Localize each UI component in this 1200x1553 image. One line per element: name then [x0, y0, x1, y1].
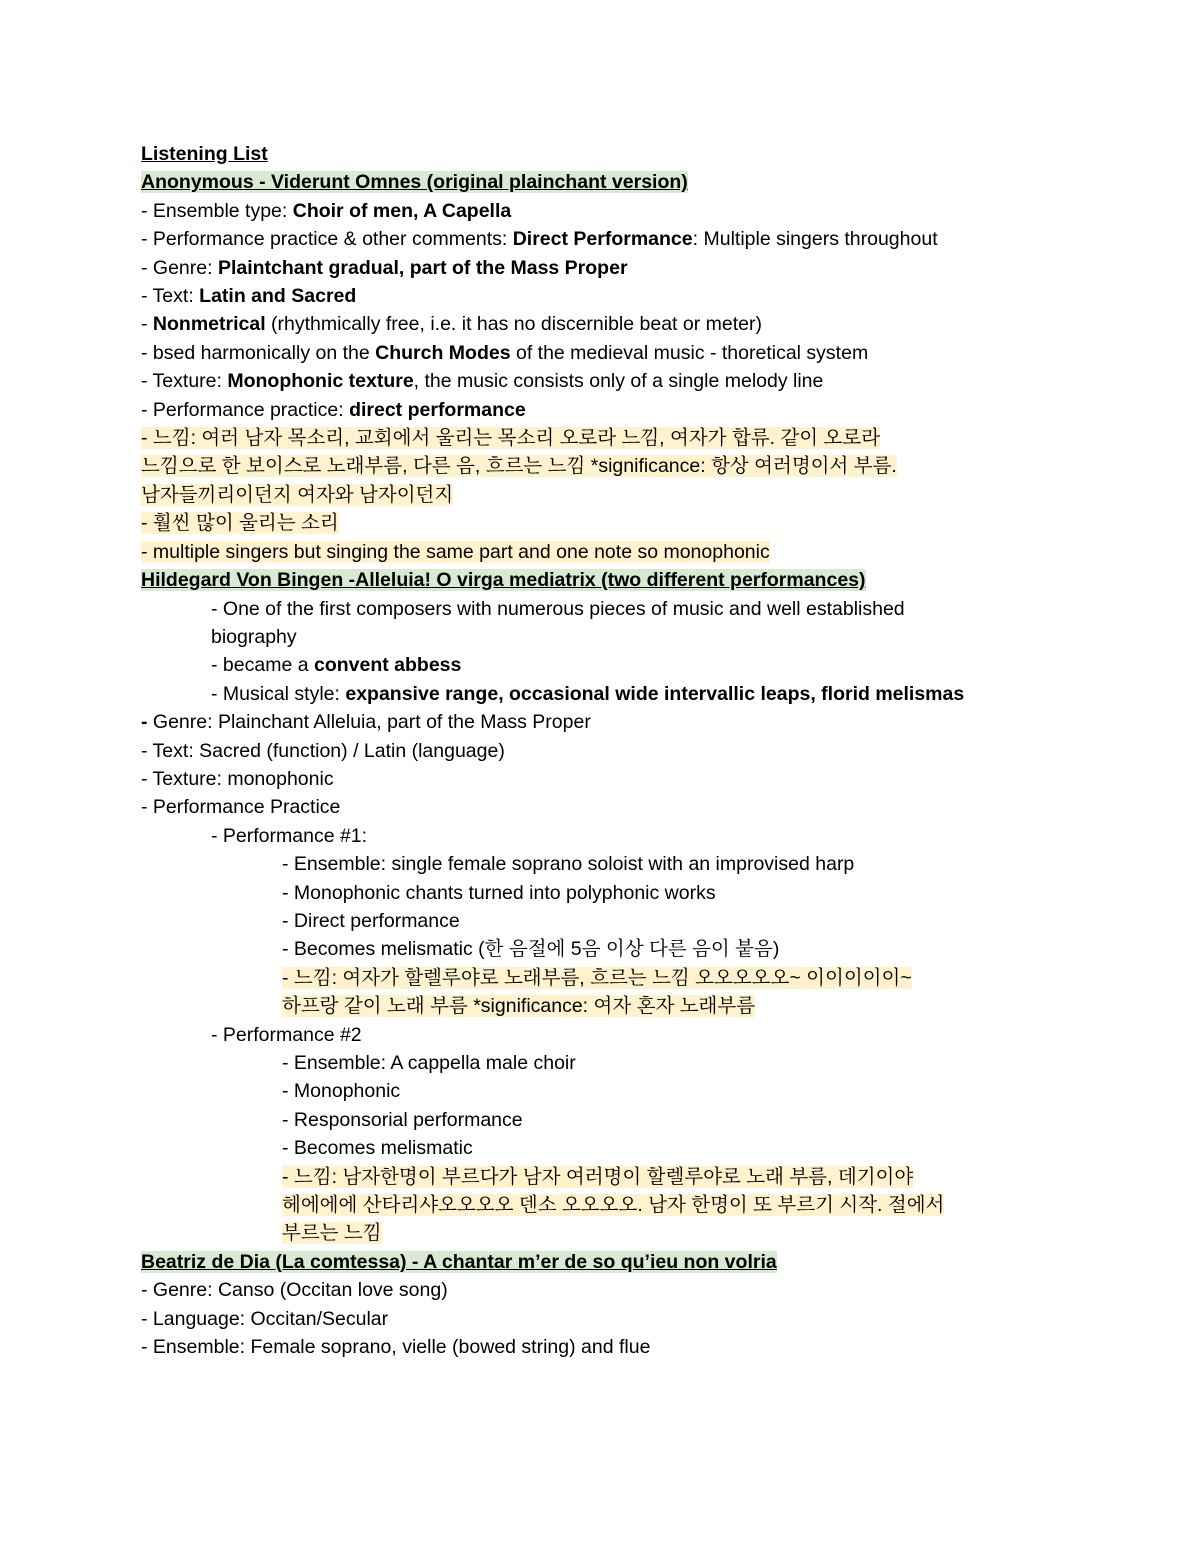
note-monophonic: - multiple singers but singing the same part and one note so monophonic: [141, 540, 770, 563]
bullet-text: - Text: Sacred (function) / Latin (language): [141, 739, 505, 762]
bullet-performance-comments: - Performance practice & other comments: Direct Performance: Multiple singers throughout: [141, 228, 938, 251]
bullet-church-modes: - bsed harmonically on the Church Modes of the medieval music - thoretical system: [141, 341, 869, 364]
list-item: - Ensemble: single female soprano soloist with an improvised harp: [282, 853, 855, 876]
bullet-text: - Text: Latin and Sacred: [141, 285, 357, 308]
bullet-performance-practice: - Performance practice: direct performance: [141, 398, 526, 421]
note-korean-4: - 훨씬 많이 울리는 소리: [141, 512, 339, 535]
section-heading-viderunt: Anonymous - Viderunt Omnes (original plainchant version): [141, 171, 688, 194]
note-korean-p1-1: - 느낌: 여자가 할렐루야로 노래부름, 흐르는 느낌 오오오오오~ 이이이이이~: [282, 966, 912, 989]
note-korean-p1-2: 하프랑 같이 노래 부름 *significance: 여자 혼자 노래부름: [282, 995, 756, 1018]
bullet-ensemble-type: - Ensemble type: Choir of men, A Capella: [141, 199, 512, 222]
bullet-language: - Language: Occitan/Secular: [141, 1307, 389, 1330]
bullet-texture: - Texture: monophonic: [141, 767, 334, 790]
list-item: - Becomes melismatic (한 음절에 5음 이상 다른 음이 붙음): [282, 938, 780, 961]
note-korean-3: 남자들끼리이던지 여자와 남자이던지: [141, 483, 454, 506]
bullet-nonmetrical: - Nonmetrical (rhythmically free, i.e. it has no discernible beat or meter): [141, 313, 762, 336]
performance-2-label: - Performance #2: [211, 1023, 362, 1046]
page-title: Listening List: [141, 143, 268, 165]
bullet-ensemble: - Ensemble: Female soprano, vielle (bowed string) and flue: [141, 1336, 651, 1359]
note-korean-p2-2: 헤에에에 산타리샤오오오오 덴소 오오오오. 남자 한명이 또 부르기 시작. 절에서: [282, 1194, 945, 1217]
bullet-abbess: - became a convent abbess: [211, 654, 462, 677]
list-item: - Responsorial performance: [282, 1108, 523, 1131]
document-body: [141, 140, 1071, 1361]
bullet-composer-cont: biography: [211, 625, 297, 648]
list-item: - Becomes melismatic: [282, 1137, 473, 1160]
list-item: - Ensemble: A cappella male choir: [282, 1052, 576, 1074]
bullet-genre: - Genre: Plaintchant gradual, part of the Mass Proper: [141, 256, 628, 279]
list-item: - Monophonic chants turned into polyphonic works: [282, 881, 716, 904]
note-korean-p2-1: - 느낌: 남자한명이 부르다가 남자 여러명이 할렐루야로 노래 부름, 데기이야: [282, 1165, 914, 1188]
bullet-musical-style: - Musical style: expansive range, occasional wide intervallic leaps, florid melismas: [211, 682, 965, 705]
bullet-composer: - One of the first composers with numerous pieces of music and well established: [211, 597, 905, 620]
list-item: - Monophonic: [282, 1080, 401, 1103]
note-korean-p2-3: 부르는 느낌: [282, 1222, 382, 1245]
bullet-genre: - Genre: Canso (Occitan love song): [141, 1279, 448, 1302]
note-korean-2: 느낌으로 한 보이스로 노래부름, 다른 음, 흐르는 느낌 *significance: 항상 여러명이서 부름.: [141, 455, 897, 478]
bullet-texture: - Texture: Monophonic texture, the music consists only of a single melody line: [141, 370, 824, 393]
performance-1-label: - Performance #1:: [211, 824, 368, 847]
bullet-performance-practice: - Performance Practice: [141, 796, 341, 819]
bullet-genre: - Genre: Plainchant Alleluia, part of the Mass Proper: [141, 711, 591, 734]
list-item: - Direct performance: [282, 909, 460, 932]
note-korean-1: - 느낌: 여러 남자 목소리, 교회에서 울리는 목소리 오로라 느낌, 여자가 합류. 같이 오로라: [141, 427, 881, 450]
section-heading-hildegard: Hildegard Von Bingen -Alleluia! O virga mediatrix (two different performances): [141, 569, 866, 592]
section-heading-beatriz: Beatriz de Dia (La comtessa) - A chantar m’er de so qu’ieu non volria: [141, 1250, 777, 1273]
